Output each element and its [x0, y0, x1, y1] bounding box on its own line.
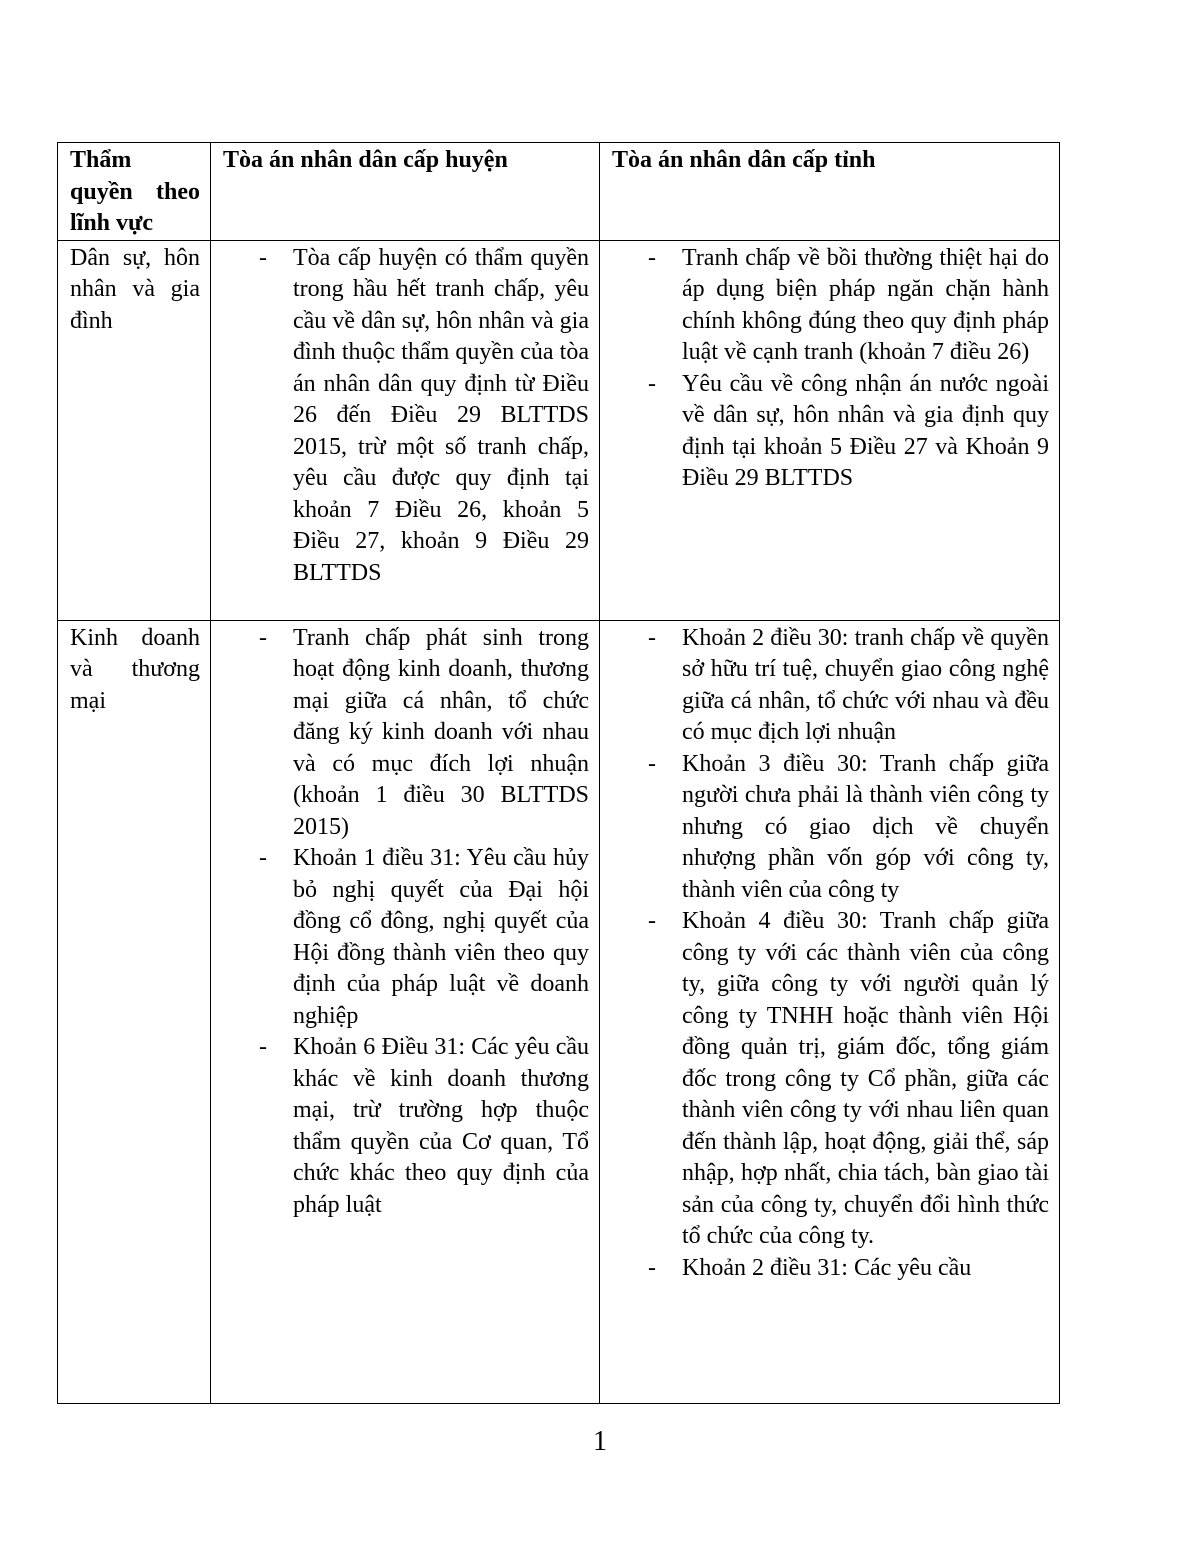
list-item: [259, 1032, 589, 1221]
header-field: Thẩm quyền theo lĩnh vực: [58, 143, 211, 241]
dash-bullet: -: [648, 244, 656, 271]
list-item-text: Tranh chấp về bồi thường thiệt hại do áp dụng biện pháp ngăn chặn hành chính không đúng theo quy định pháp luật về cạnh tranh (khoản 7 điều 26): [682, 244, 1049, 365]
list-item-text: Tranh chấp phát sinh trong hoạt động kinh doanh, thương mại giữa cá nhân, tổ chức đăng ký kinh doanh với nhau và có mục đích lợi nhuận (khoản 1 điều 30 BLTTDS 2015): [293, 624, 589, 840]
province-cell: [600, 240, 1060, 620]
dash-bullet: -: [259, 845, 267, 871]
field-cell: Dân sự, hôn nhân và gia đình: [58, 240, 211, 620]
province-cell: [600, 620, 1060, 1403]
dash-bullet: -: [648, 1254, 656, 1281]
dash-bullet: -: [259, 1034, 267, 1060]
dash-bullet: -: [648, 908, 656, 934]
list-item: [259, 243, 589, 590]
list-item: [648, 623, 1049, 749]
list-item-text: Khoản 2 điều 30: tranh chấp về quyền sở hữu trí tuệ, chuyển giao công nghệ giữa cá nhân, tổ chức với nhau và đều có mục địch lợi nhuận: [682, 624, 1049, 745]
list-item-text: Khoản 2 điều 31: Các yêu cầu: [682, 1254, 972, 1281]
list-item: [648, 369, 1049, 495]
table-header-row: [58, 143, 1060, 241]
list-item: [259, 623, 589, 844]
field-cell: Kinh doanh và thương mại: [58, 620, 211, 1403]
bullet-list: [223, 243, 589, 590]
header-province-court: Tòa án nhân dân cấp tỉnh: [600, 143, 1060, 241]
page-number: 1: [593, 1426, 607, 1457]
list-item-text: Khoản 6 Điều 31: Các yêu cầu khác về kinh doanh thương mại, trừ trường hợp thuộc thẩm quyền của Cơ quan, Tổ chức khác theo quy định của pháp luật: [293, 1034, 589, 1218]
dash-bullet: -: [648, 370, 656, 397]
district-cell: [211, 240, 600, 620]
bullet-list: [612, 243, 1049, 495]
list-item-text: Yêu cầu về công nhận án nước ngoài về dân sự, hôn nhân và gia định quy định tại khoản 5 Điều 27 và Khoản 9 Điều 29 BLTTDS: [682, 370, 1049, 491]
list-item: [259, 843, 589, 1032]
jurisdiction-table: [57, 142, 1060, 1404]
list-item-text: Tòa cấp huyện có thẩm quyền trong hầu hết tranh chấp, yêu cầu về dân sự, hôn nhân và gia đình thuộc thẩm quyền của tòa án nhân dân quy định từ Điều 26 đến Điều 29 BLTTDS 2015, trừ một số tranh chấp, yêu cầu được quy định tại khoản 7 Điều 26, khoản 5 Điều 27, khoản 9 Điều 29 BLTTDS: [293, 244, 589, 586]
table-row: [58, 240, 1060, 620]
bullet-list: [223, 623, 589, 1222]
bullet-list: [612, 623, 1049, 1285]
dash-bullet: -: [648, 750, 656, 777]
table-row: [58, 620, 1060, 1403]
dash-bullet: -: [648, 624, 656, 651]
district-cell: [211, 620, 600, 1403]
list-item-text: Khoản 1 điều 31: Yêu cầu hủy bỏ nghị quyết của Đại hội đồng cổ đông, nghị quyết của Hội đồng thành viên theo quy định của pháp luật về doanh nghiệp: [293, 845, 589, 1029]
list-item: [648, 749, 1049, 907]
list-item: [648, 1253, 1049, 1285]
list-item: [648, 906, 1049, 1253]
list-item: [648, 243, 1049, 369]
list-item-text: Khoản 4 điều 30: Tranh chấp giữa công ty với các thành viên của công ty, giữa công ty với người quản lý công ty TNHH hoặc thành viên Hội đồng quản trị, giám đốc, tổng giám đốc trong công ty Cổ phần, giữa các thành viên công ty với nhau liên quan đến thành lập, hoạt động, giải thể, sáp nhập, hợp nhất, chia tách, bàn giao tài sản của công ty, chuyển đổi hình thức tổ chức của công ty.: [682, 908, 1049, 1249]
list-item-text: Khoản 3 điều 30: Tranh chấp giữa người chưa phải là thành viên công ty nhưng có giao dịch về chuyển nhượng phần vốn góp với công ty, thành viên của công ty: [682, 750, 1049, 903]
header-district-court: Tòa án nhân dân cấp huyện: [211, 143, 600, 241]
dash-bullet: -: [259, 244, 267, 271]
dash-bullet: -: [259, 624, 267, 651]
